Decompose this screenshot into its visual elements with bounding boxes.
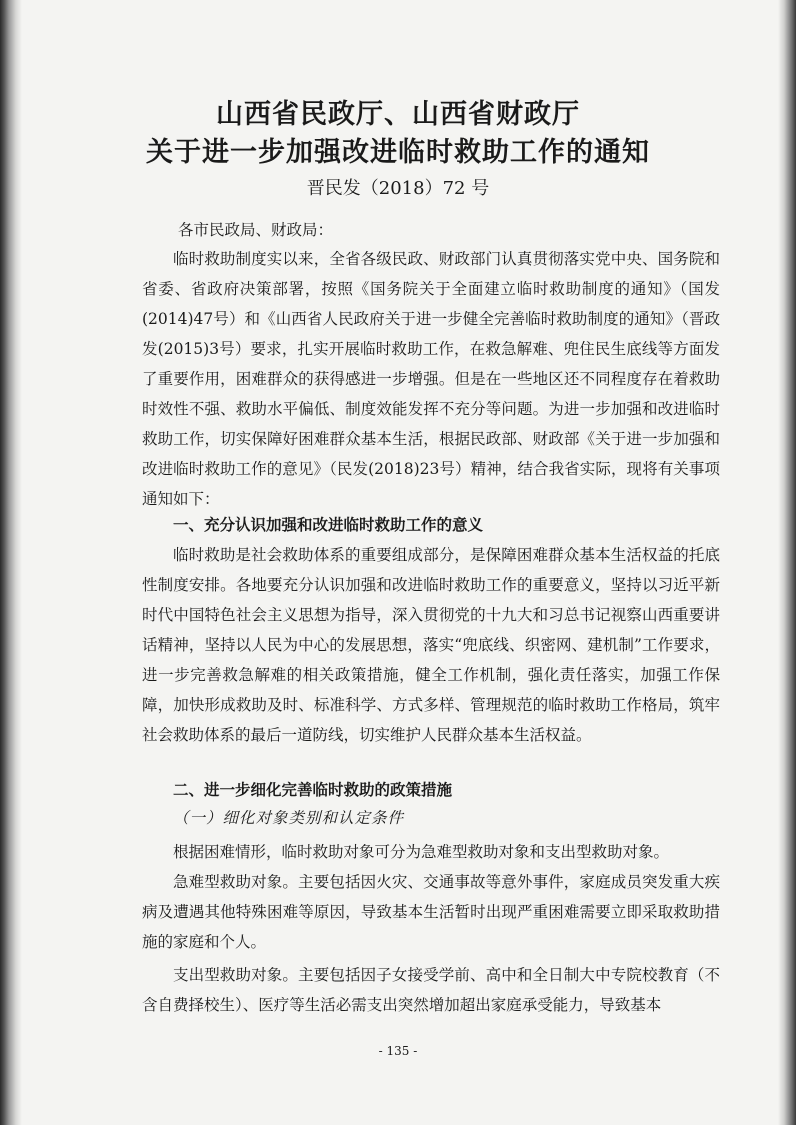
section-heading-2: 二、进一步细化完善临时救助的政策措施 bbox=[173, 780, 453, 799]
paragraph-emergency-type: 急难型救助对象。主要包括因火灾、交通事故等意外事件，家庭成员突发重大疾病及遭遇其他特殊困难等原因，导致基本生活暂时出现严重困难需要立即采取救助措施的家庭和个人。 bbox=[142, 873, 720, 951]
paragraph-categories: 根据困难情形，临时救助对象可分为急难型救助对象和支出型救助对象。 bbox=[173, 843, 670, 861]
document-number: 晋民发（2018）72 号 bbox=[306, 178, 490, 199]
title-line-1: 山西省民政厅、山西省财政厅 bbox=[216, 99, 580, 130]
page-number: - 135 - bbox=[378, 1044, 418, 1058]
paragraph-expenditure-type: 支出型救助对象。主要包括因子女接受学前、高中和全日制大中专院校教育（不含自费择校生）、医疗等生活必需支出突然增加超出家庭承受能力，导致基本 bbox=[142, 966, 720, 1014]
section-heading-1: 一、充分认识加强和改进临时救助工作的意义 bbox=[173, 515, 484, 534]
addressee: 各市民政局、财政局： bbox=[178, 221, 334, 239]
paragraph-significance: 临时救助是社会救助体系的重要组成部分，是保障困难群众基本生活权益的托底性制度安排。各地要充分认识加强和改进临时救助工作的重要意义，坚持以习近平新时代中国特色社会主义思想为指导，深入贯彻党的十九大和习总书记视察山西重要讲话精神，坚持以人民为中心的发展思想，落实“兜底线、织密网、建机制”工作要求，进一步完善救急解难的相关政策措施，健全工作机制，强化责任落实，加强工作保障，加快形成救助及时、标准科学、方式多样、管理规范的临时救助工作格局，筑牢社会救助体系的最后一道防线，切实维护人民群众基本生活权益。 bbox=[142, 546, 720, 744]
subsection-heading-1: （一）细化对象类别和认定条件 bbox=[173, 809, 405, 827]
title-line-2: 关于进一步加强改进临时救助工作的通知 bbox=[146, 137, 650, 168]
paragraph-intro: 临时救助制度实以来，全省各级民政、财政部门认真贯彻落实党中央、国务院和省委、省政府决策部署，按照《国务院关于全面建立临时救助制度的通知》（国发(2014)47号）和《山西省人民政府关于进一步健全完善临时救助制度的通知》（晋政发(2015)3号）要求，扎实开展临时救助工作，在救急解难、兜住民生底线等方面发了重要作用，困难群众的获得感进一步增强。但是在一些地区还不同程度存在着救助时效性不强、救助水平偏低、制度效能发挥不充分等问题。为进一步加强和改进临时救助工作，切实保障好困难群众基本生活，根据民政部、财政部《关于进一步加强和改进临时救助工作的意见》（民发(2018)23号）精神，结合我省实际，现将有关事项通知如下： bbox=[142, 250, 720, 508]
